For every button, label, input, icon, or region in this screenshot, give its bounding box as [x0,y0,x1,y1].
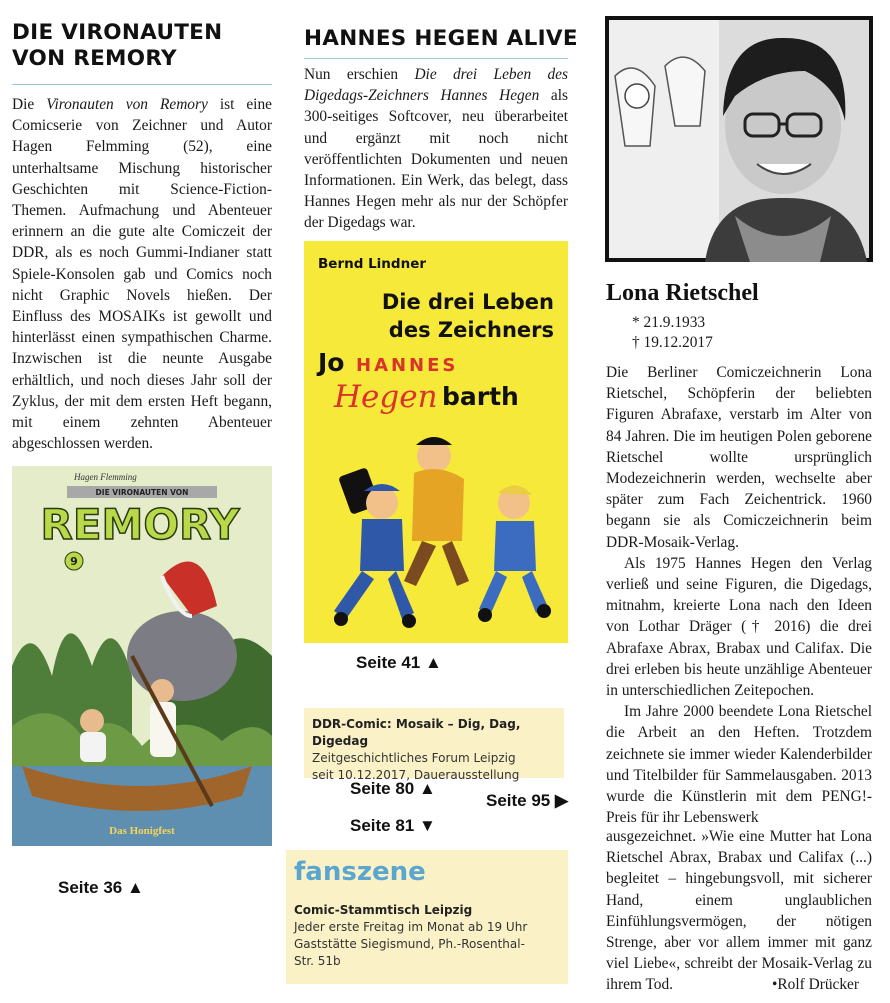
cover-series-line: DIE VIRONAUTEN VON [95,488,189,497]
book-name-jo: Jo [318,348,345,377]
infobox-mosaik-title: DDR-Comic: Mosaik – Dig, Dag, Digedag [312,717,521,748]
fanszene-title: Comic-Stammtisch Leipzig [294,903,473,917]
fanszene-line1: Jeder erste Freitag im Monat ab 19 Uhr [294,920,528,934]
book-author: Bernd Lindner [318,256,427,272]
book-title-line1: Die drei Leben [381,290,554,314]
digedags-illustration [334,437,551,628]
cover-issue: 9 [70,555,78,568]
rietschel-paragraph-2: Als 1975 Hannes Hegen den Verlag verließ und seine Figuren, die Digedags, mitnahm, kreierte Lona nach den Ideen von Lothar Dräger († 2016) die drei Abrafaxe Abrax, Brabax und Califax. Die drei erleben bis heute unzählige Abenteuer in unterschiedlichen Zeitepochen. [606,554,872,700]
heading-rule [12,84,272,85]
heading-vironauten: DIE VIRONAUTEN VON REMORY [12,20,223,71]
infobox-fanszene [286,850,568,984]
page-ref-95: Seite 95 ▶ [486,791,569,810]
book-cover-art [304,241,568,643]
book-title-line2: des Zeichners [388,318,554,342]
heading-hegen: HANNES HEGEN ALIVE [304,26,578,51]
obituary-name: Lona Rietschel [606,280,759,306]
infobox-mosaik-line2: seit 10.12.2017, Dauerausstellung [312,768,520,782]
book-name-hannes: HANNES [356,355,459,376]
cover-title: REMORY [40,500,240,549]
fanszene-line3: Str. 51b [294,954,341,968]
heading-rule [304,58,568,59]
book-cover-hegen [304,241,568,643]
portrait-photo [605,16,873,262]
page-ref-36: Seite 36 ▲ [58,878,144,897]
byline: •Rolf Drücker [772,976,860,993]
article-rietschel [606,362,872,828]
fanszene-logo: fanszene [294,857,426,887]
page-ref-41: Seite 41 ▲ [356,653,442,672]
rietschel-paragraph-4: ausgezeichnet. »Wie eine Mutter hat Lona Rietschel Abrax, Brabax und Califax (...) begleitet – hingebungsvoll, mit sicherer Hand, einem unglaublichen Einfühlungsvermögen, der nötigen Strenge, aber vor allem immer mit ganz viel Liebe«, schreibt der Mosaik-Verlag zu ihrem Tod. [606,828,872,994]
book-name-hegen: Hegen [334,379,438,415]
obituary-died: † 19.12.2017 [632,334,713,351]
article-rietschel-continued [606,826,872,996]
cover-subtitle: Das Honigfest [109,825,175,837]
page-ref-81: Seite 81 ▼ [350,816,436,835]
fanszene-line2: Gaststätte Siegismund, Ph.-Rosenthal- [294,937,525,951]
remory-cover [12,466,272,846]
infobox-mosaik [304,708,564,782]
rietschel-paragraph-3: Im Jahre 2000 beendete Lona Rietschel die Arbeit an den Heften. Trotzdem zeichnete sie immer wieder Kalenderbilder und Titelbilder für Sammelausgaben. 2013 wurde die Künstlerin mit dem PENG!-Preis für ihr Lebenswerk [606,703,872,827]
remory-cover-art [12,466,272,846]
cover-signature: Hagen Flemming [74,472,137,482]
book-name-barth: barth [442,382,519,411]
article-vironauten: Die Vironauten von Remory ist eine Comicserie von Zeichner und Autor Hagen Felmming (52), eine unterhaltsame Mischung historischer Geschichten mit Science-Fiction-Themen. Aufmachung und Abenteuer erinnern an die gute alte Comiczeit der DDR, als es noch Gummi-Indianer statt Spiele-Konsolen gab und Comics noch nicht Graphic Novels hießen. Der Einfluss des MOSAIKs ist gewollt und hinterlässt einen sympathischen Charme. Inzwischen ist die neunte Ausgabe erhältlich, und noch dieses Jahr soll der Zyklus, der mit dem ersten Heft begann, mit einem zehnten Abenteuer abgeschlossen werden. [12,96,272,453]
rietschel-paragraph-1: Die Berliner Comiczeichnerin Lona Rietschel, Schöpferin der beliebten Figuren Abrafaxe, verstarb im Alter von 84 Jahren. Die im heutigen Polen geborene Rietschel wollte ursprünglich Modezeichnerin werden, wechselte aber später zum Fach Zeichentrick. 1960 begann sie als Comiczeichnerin beim DDR-Mosaik-Verlag. [606,364,872,551]
article-hegen: Nun erschien Die drei Leben des Digedags-Zeichners Hannes Hegen als 300-seitiges Softcover, neu überarbeitet und ergänzt mit noch nicht veröffentlichten Dokumenten und neuen Informationen. Ein Werk, das belegt, dass Hannes Hegen mehr als nur der Schöpfer der Digedags war. [304,66,568,232]
page-ref-80: Seite 80 ▲ [350,779,436,798]
obituary-born: * 21.9.1933 [632,314,706,331]
infobox-mosaik-line1: Zeitgeschichtliches Forum Leipzig [312,751,516,765]
portrait-art [605,16,873,262]
